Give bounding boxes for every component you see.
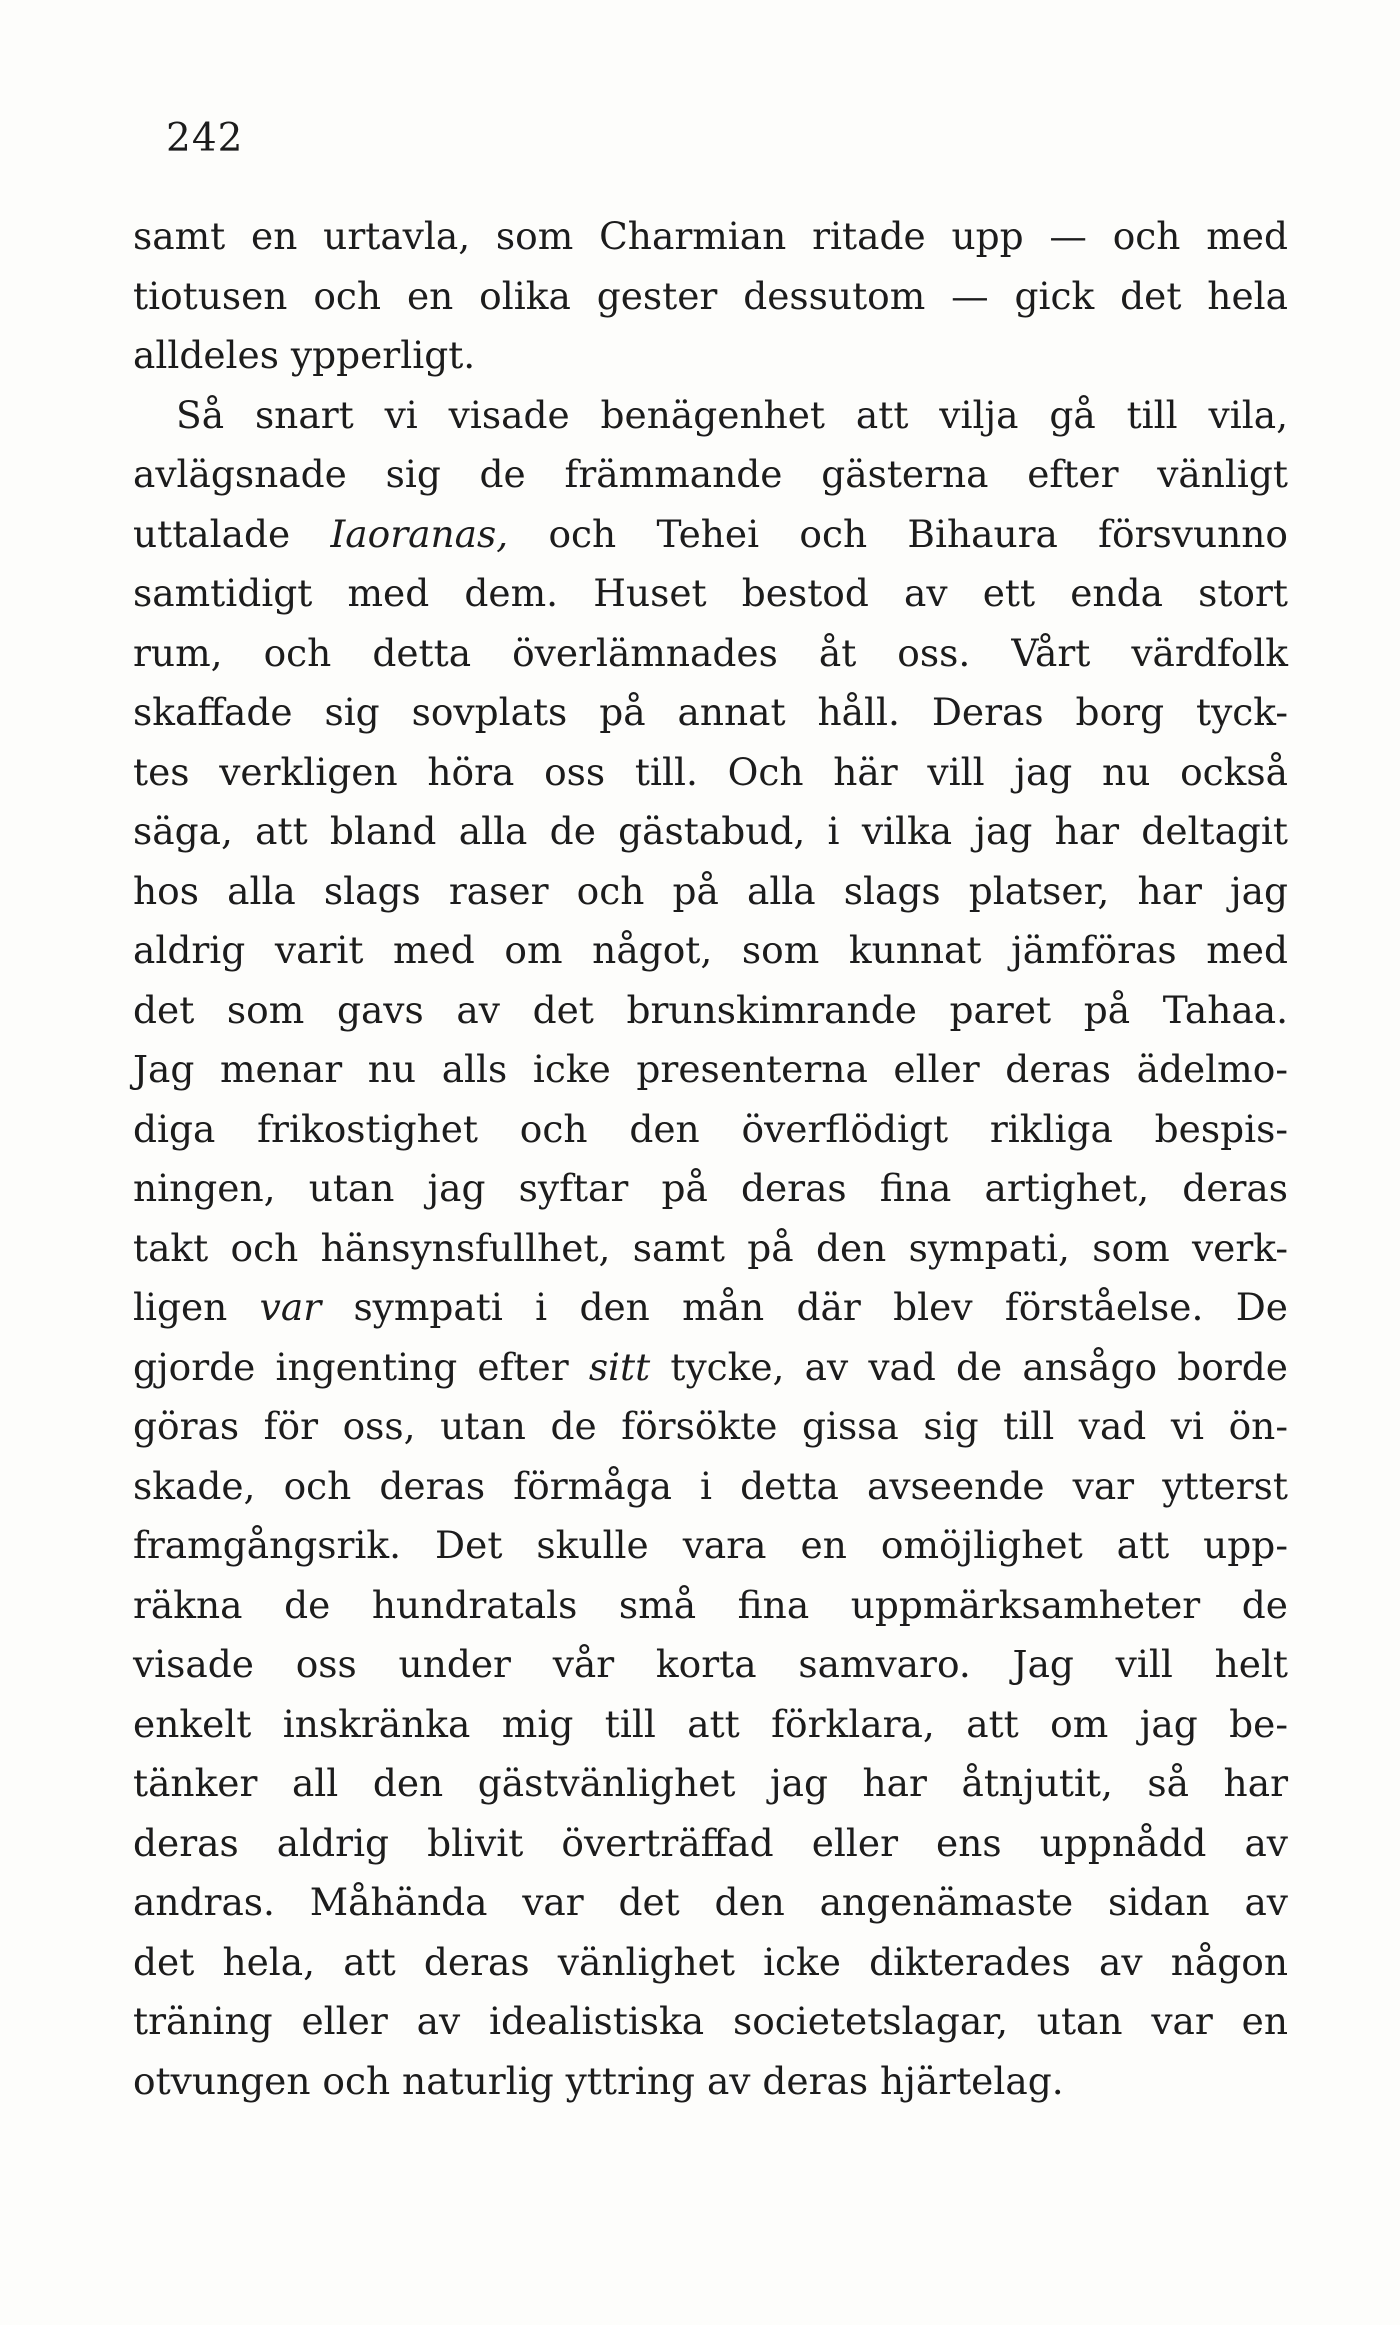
text-line [133, 1933, 1288, 1993]
text-segment: otvungen och naturlig yttring av deras hjärtelag. [133, 2058, 1064, 2103]
text-segment: rum, och detta överlämnades åt oss. Vårt värdfolk [133, 630, 1288, 675]
text-segment: tycke, av vad de ansågo borde [650, 1344, 1288, 1389]
text-line [133, 1695, 1288, 1755]
text-segment: Så snart vi visade benägenhet att vilja gå till vila, [176, 392, 1288, 437]
text-line [133, 1040, 1288, 1100]
text-line [133, 1338, 1288, 1398]
text-segment: deras aldrig blivit överträffad eller ens uppnådd av [133, 1820, 1288, 1865]
text-segment: gjorde ingenting efter [133, 1344, 589, 1389]
text-segment: ligen [133, 1285, 260, 1329]
text-line [133, 445, 1288, 505]
text-line [133, 1278, 1288, 1338]
text-line [133, 921, 1288, 981]
text-segment: diga frikostighet och den överflödigt rikliga bespis- [133, 1106, 1288, 1151]
text-segment: framgångsrik. Det skulle vara en omöjlighet att upp- [133, 1523, 1288, 1567]
text-line [133, 1635, 1288, 1695]
text-line [133, 1457, 1288, 1517]
text-line [133, 207, 1288, 267]
text-line [133, 1992, 1288, 2052]
text-line [133, 743, 1288, 803]
text-segment: träning eller av idealistiska societetslagar, utan var en [133, 1999, 1288, 2043]
italic-text: Iaoranas, [330, 511, 509, 556]
text-line [133, 802, 1288, 862]
text-segment: samt en urtavla, som Charmian ritade upp — och med [133, 214, 1288, 258]
text-segment: skade, och deras förmåga i detta avseende var ytterst [133, 1463, 1288, 1508]
text-segment: skaffade sig sovplats på annat håll. Deras borg tyck- [133, 690, 1288, 734]
text-segment: säga, att bland alla de gästabud, i vilka jag har deltagit [133, 809, 1288, 853]
text-segment: enkelt inskränka mig till att förklara, att om jag be- [133, 1701, 1288, 1746]
body-text [133, 207, 1288, 2111]
text-line [133, 862, 1288, 922]
text-line [133, 624, 1288, 684]
text-segment: sympati i den mån där blev förståelse. De [321, 1285, 1288, 1329]
text-segment: avlägsnade sig de främmande gästerna efter vänligt [133, 452, 1288, 496]
text-segment: ningen, utan jag syftar på deras fina artighet, deras [133, 1166, 1288, 1210]
paragraph [133, 386, 1288, 2112]
text-line [133, 1100, 1288, 1160]
text-line [133, 1576, 1288, 1636]
text-segment: och Tehei och Bihaura försvunno [508, 511, 1289, 556]
text-segment: andras. Måhända var det den angenämaste sidan av [133, 1880, 1288, 1924]
text-line [133, 1219, 1288, 1279]
text-segment: göras för oss, utan de försökte gissa sig till vad vi ön- [133, 1404, 1288, 1448]
text-segment: tänker all den gästvänlighet jag har åtnjutit, så har [133, 1761, 1288, 1805]
text-segment: det hela, att deras vänlighet icke dikterades av någon [133, 1939, 1288, 1984]
text-line [133, 1159, 1288, 1219]
text-segment: tes verkligen höra oss till. Och här vill jag nu också [133, 749, 1288, 794]
page-number: 242 [166, 116, 244, 161]
text-segment: det som gavs av det brunskimrande paret på Tahaa. [133, 987, 1288, 1032]
text-segment: tiotusen och en olika gester dessutom — gick det hela [133, 273, 1288, 318]
paragraph [133, 207, 1288, 386]
text-line [133, 2052, 1288, 2112]
text-segment: uttalade [133, 511, 331, 556]
text-line [133, 267, 1288, 327]
text-segment: Jag menar nu alls icke presenterna eller deras ädelmo- [133, 1047, 1288, 1091]
text-line [133, 683, 1288, 743]
text-segment: räkna de hundratals små fina uppmärksamheter de [133, 1582, 1288, 1627]
text-line [133, 505, 1288, 565]
italic-text: var [259, 1285, 322, 1329]
text-line [133, 1397, 1288, 1457]
text-line [133, 1516, 1288, 1576]
text-line [133, 326, 1288, 386]
text-segment: aldrig varit med om något, som kunnat jämföras med [133, 928, 1288, 972]
text-segment: samtidigt med dem. Huset bestod av ett enda stort [133, 571, 1288, 615]
text-line [133, 564, 1288, 624]
text-line [133, 981, 1288, 1041]
text-line [133, 386, 1288, 446]
text-line [133, 1873, 1288, 1933]
italic-text: sitt [588, 1344, 651, 1389]
text-segment: alldeles ypperligt. [133, 333, 476, 377]
text-segment: takt och hänsynsfullhet, samt på den sympati, som verk- [133, 1225, 1288, 1270]
text-segment: hos alla slags raser och på alla slags platser, har jag [133, 868, 1288, 913]
text-line [133, 1754, 1288, 1814]
text-line [133, 1814, 1288, 1874]
text-segment: visade oss under vår korta samvaro. Jag vill helt [133, 1642, 1288, 1686]
